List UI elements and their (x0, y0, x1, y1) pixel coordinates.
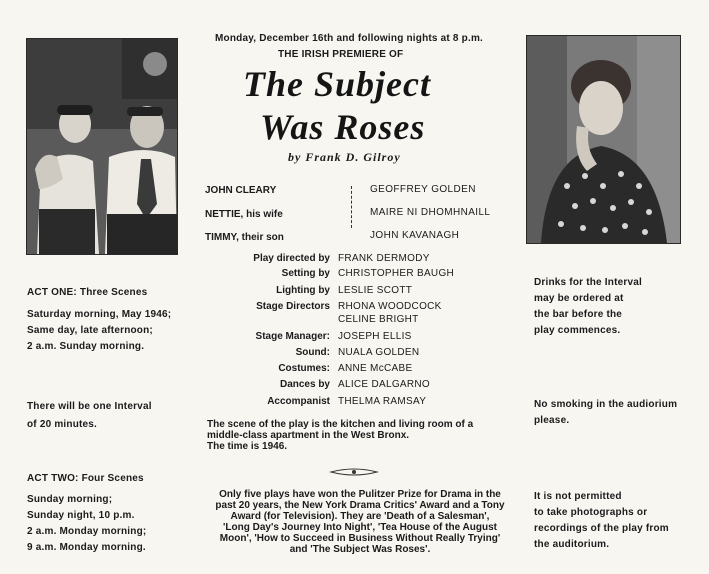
cast-role: NETTIE, his wife (205, 209, 283, 220)
act-one-scene: Saturday morning, May 1946; (27, 309, 172, 320)
pulitzer-paragraph (205, 489, 515, 555)
cast-actor: GEOFFREY GOLDEN (370, 184, 476, 195)
pulitzer-line: Only five plays have won the Pulitzer Prize for Drama in the (219, 489, 501, 500)
credit-value: THELMA RAMSAY (338, 396, 427, 407)
drinks-line: the bar before the (534, 309, 623, 320)
pulitzer-line: past 20 years, the New York Drama Critics' Award and a Tony (215, 500, 505, 511)
ornament-divider (329, 465, 379, 477)
credit-label: Lighting by (276, 285, 330, 296)
recording-line: to take photographs or (534, 507, 648, 518)
date-line: Monday, December 16th and following nights at 8 p.m. (215, 33, 484, 44)
act-two-scene: 9 a.m. Monday morning. (27, 542, 146, 553)
recording-line: recordings of the play from (534, 523, 669, 534)
credit-label: Setting by (281, 268, 330, 279)
premiere-line: THE IRISH PREMIERE OF (278, 49, 404, 60)
credit-label: Costumes: (278, 363, 330, 374)
smoking-note (534, 397, 704, 429)
photo-woman (526, 35, 681, 244)
scene-line: The time is 1946. (207, 441, 288, 452)
play-title-line2: Was Roses (260, 107, 426, 147)
pulitzer-line: Award (for Television). They are 'Death of a Salesman', (230, 511, 490, 522)
photo-two-men (26, 38, 178, 255)
pulitzer-line: 'Long Day's Journey Into Night', 'Tea House of the August (223, 522, 497, 533)
drinks-line: Drinks for the Interval (534, 277, 642, 288)
smoking-line: please. (534, 415, 570, 426)
act-two-scene: 2 a.m. Monday morning; (27, 526, 147, 537)
drinks-line: may be ordered at (534, 293, 624, 304)
credit-label: Dances by (279, 379, 330, 390)
act-one-scene: Same day, late afternoon; (27, 325, 153, 336)
credit-value: RHONA WOODCOCK (338, 301, 442, 312)
interval-line: of 20 minutes. (27, 419, 98, 430)
scene-description (207, 419, 507, 452)
credit-label: Stage Manager: (255, 331, 330, 342)
credit-label: Accompanist (267, 396, 330, 407)
act-one-heading: ACT ONE: Three Scenes (27, 287, 148, 298)
credit-value: CELINE BRIGHT (338, 314, 419, 325)
scene-line: middle-class apartment in the West Bronx. (207, 430, 410, 441)
pulitzer-line: Moon', 'How to Succeed in Business Without Really Trying' (219, 533, 501, 544)
recording-line: the auditorium. (534, 539, 610, 550)
cast-divider (351, 186, 353, 228)
byline: by Frank D. Gilroy (288, 150, 401, 164)
credit-label: Stage Directors (256, 301, 330, 312)
credit-value: ALICE DALGARNO (338, 379, 431, 390)
act-two-scene: Sunday night, 10 p.m. (27, 510, 135, 521)
credit-label: Play directed by (253, 253, 330, 264)
recording-note (534, 489, 704, 553)
scene-line: The scene of the play is the kitchen and living room of a (207, 419, 474, 430)
credit-value: NUALA GOLDEN (338, 347, 420, 358)
act-two-scene: Sunday morning; (27, 494, 113, 505)
cast-actor: JOHN KAVANAGH (370, 230, 460, 241)
interval-note (27, 399, 197, 433)
interval-line: There will be one Interval (27, 401, 152, 412)
play-title-line1: The Subject (243, 64, 431, 104)
credit-value: FRANK DERMODY (338, 253, 430, 264)
act-two-block (27, 471, 197, 556)
act-one-block (27, 285, 197, 355)
drinks-line: play commences. (534, 325, 621, 336)
credit-value: LESLIE SCOTT (338, 285, 413, 296)
drinks-note (534, 275, 704, 339)
cast-role: TIMMY, their son (205, 232, 284, 243)
credit-label: Sound: (295, 347, 330, 358)
cast-role: JOHN CLEARY (205, 185, 277, 196)
credit-value: CHRISTOPHER BAUGH (338, 268, 455, 279)
recording-line: It is not permitted (534, 491, 622, 502)
smoking-line: No smoking in the audiorium (534, 399, 678, 410)
cast-actor: MAIRE NI DHOMHNAILL (370, 207, 491, 218)
act-two-heading: ACT TWO: Four Scenes (27, 473, 144, 484)
credit-value: ANNE McCABE (338, 363, 413, 374)
pulitzer-line: and 'The Subject Was Roses'. (289, 544, 431, 555)
act-one-scene: 2 a.m. Sunday morning. (27, 341, 145, 352)
credit-value: JOSEPH ELLIS (338, 331, 412, 342)
